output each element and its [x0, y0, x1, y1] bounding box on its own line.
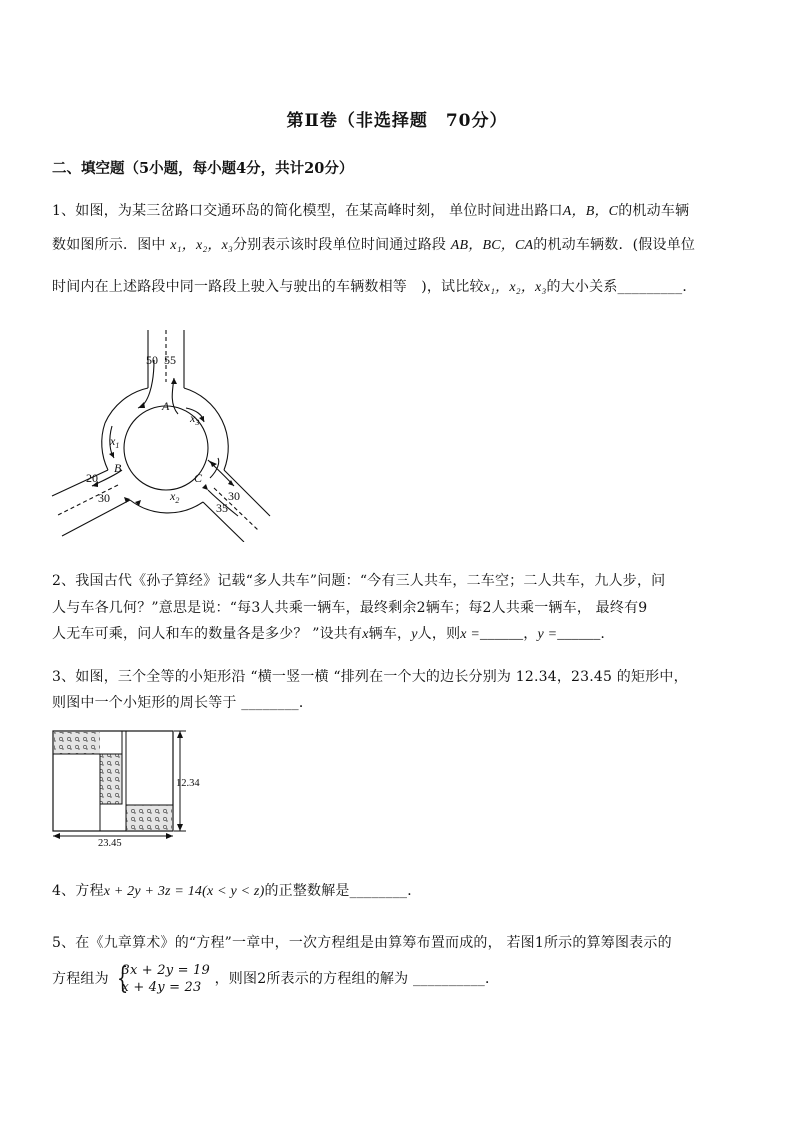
- flow-arrow: [210, 458, 219, 478]
- equation-1: 3x + 2y = 19: [121, 963, 210, 978]
- arrowhead-icon: [53, 833, 60, 839]
- label-20: 20: [86, 471, 98, 485]
- q1-line2: 数如图所示．图中 x₁，x₂，x₃分别表示该时段单位时间通过路段 AB，BC，CA的机动车辆数．(假设单位: [52, 237, 696, 253]
- label-30-left: 30: [98, 491, 110, 505]
- label-B: B: [114, 461, 122, 475]
- arrowhead-icon: [166, 833, 173, 839]
- height-label: 12.34: [176, 778, 200, 789]
- flow-arrow: [138, 360, 154, 408]
- outer-ring-arc: [102, 423, 108, 470]
- equation-2: x + 4y = 23: [121, 980, 202, 995]
- rectangle-diagram: [50, 728, 210, 852]
- q2-line3: 人无车可乘，问人和车的数量各是多少？ ”设共有x辆车，y人，则x =______，y =______.: [52, 626, 606, 642]
- q4-equation: x + 2y + 3z = 14: [103, 884, 203, 899]
- q4-line: 4、方程x + 2y + 3z = 14(x < y < z)的正整数解是________．: [52, 883, 422, 899]
- outer-ring-arc: [130, 500, 203, 513]
- arrowhead-icon: [202, 484, 208, 490]
- label-C: C: [194, 471, 203, 485]
- arrowhead-icon: [177, 824, 183, 831]
- label-30-right: 30: [228, 489, 240, 503]
- q5-line1: 5、在《九章算术》的“方程”一章中，一次方程组是由算筹布置而成的， 若图1所示的算筹图表示的: [52, 935, 672, 951]
- q2-line2: 人与车各几何？”意思是说：“每3人共乘一辆车，最终剩余2辆车；每2人共乘一辆车， 最终有9: [52, 600, 648, 616]
- outer-ring-arc: [184, 388, 228, 470]
- small-rect-pattern: [126, 805, 172, 830]
- q1-line1: 1、如图，为某三岔路口交通环岛的简化模型，在某高峰时刻， 单位时间进出路口A，B，C的机动车辆: [52, 203, 690, 219]
- equation-system: [113, 962, 209, 996]
- arrowhead-icon: [138, 402, 145, 408]
- right-road: [203, 470, 270, 542]
- small-rect-pattern: [100, 754, 122, 804]
- label-x3: $x_3$: [190, 411, 200, 427]
- label-x1: $x_1$: [110, 434, 120, 450]
- width-label: 23.45: [98, 838, 122, 849]
- q2-line1: 2、我国古代《孙子算经》记载“多人共车”问题：“今有三人共车，二车空；二人共车，九人步，问: [52, 573, 666, 589]
- label-A: A: [162, 399, 170, 413]
- q1-line3: 时间内在上述路段中同一路段上驶入与驶出的车辆数相等 )，试比较x₁，x₂，x₃的大小关系_________．: [52, 279, 697, 295]
- small-rect-pattern: [54, 732, 100, 754]
- section-heading: 二、填空题（5小题，每小题4分，共计20分）: [52, 160, 354, 177]
- roundabout-diagram: [48, 330, 278, 542]
- arrowhead-icon: [177, 731, 183, 738]
- q3-line1: 3、如图，三个全等的小矩形沿 “横一竖一横 “排列在一个大的边长分别为 12.34，23.45 的矩形中，: [52, 669, 688, 685]
- arrowhead-icon: [199, 416, 204, 422]
- page-title: 第Ⅱ卷（非选择题 70分）: [286, 111, 508, 131]
- label-x2: $x_2$: [170, 489, 180, 505]
- label-55: 55: [164, 353, 176, 367]
- q5-line2: 方程组为 { 3x + 2y = 19 x + 4y = 23 ，则图2所表示的方程组的解为 __________．: [52, 961, 500, 996]
- label-35: 35: [216, 501, 228, 515]
- arrowhead-icon: [171, 378, 177, 384]
- brace-icon: {: [117, 961, 129, 996]
- q4-condition: (x < y < z): [202, 884, 265, 899]
- q3-line2: 则图中一个小矩形的周长等于 ________．: [52, 695, 314, 711]
- label-50: 50: [146, 353, 158, 367]
